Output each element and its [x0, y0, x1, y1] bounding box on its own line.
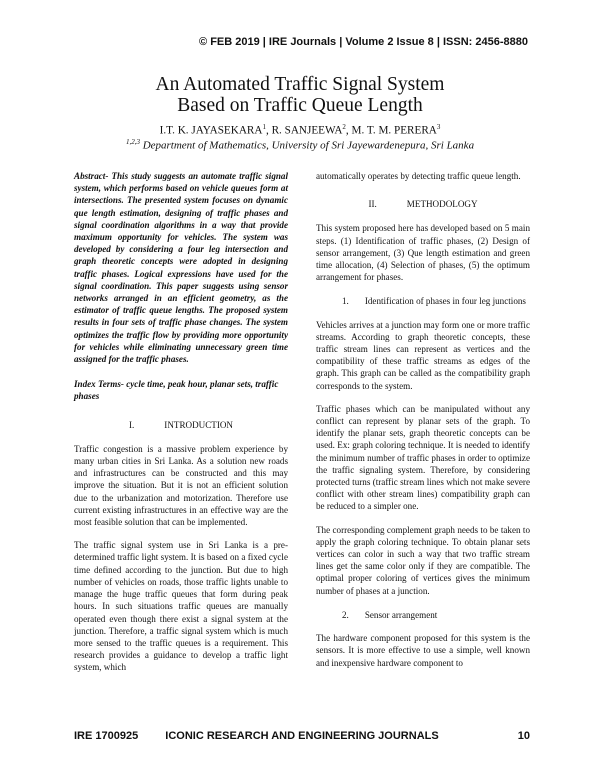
paragraph: The corresponding complement graph needs to be taken to apply the graph coloring technique. To obtain planar sets vertices can color in such a way that two traffic stream lines get the same color only if they are compatible. The optimal proper coloring of vertices gives the minimum number of phases at a junction. — [316, 524, 530, 596]
paper-title-line-1: An Automated Traffic Signal System — [155, 74, 445, 95]
left-column — [74, 170, 288, 685]
paragraph: The hardware component proposed for this system is the sensors. It is more effective to use a simple, well known and inexpensive hardware component to — [316, 633, 530, 668]
subsection-heading-sensors — [342, 609, 530, 621]
section-number: I. — [128, 419, 135, 430]
author-3-sup: 3 — [436, 123, 441, 131]
paragraph: automatically operates by detecting traffic queue length. — [316, 171, 521, 181]
paper-title-line-2: Based on Traffic Queue Length — [177, 95, 423, 116]
subsection-number: 1. — [342, 296, 349, 307]
affiliation-sup: 1,2,3 — [125, 138, 140, 146]
affiliation-text: Department of Mathematics, University of Sri Jayewardenepura, Sri Lanka — [139, 139, 475, 152]
footer-paper-id: IRE 1700925 — [74, 730, 139, 742]
index-terms: Index Terms- cycle time, peak hour, planar sets, traffic phases — [74, 379, 279, 402]
paragraph: Vehicles arrives at a junction may form one or more traffic streams. According to graph theoretic concepts, these traffic stream lines can represent as vertices and the compatibility of these traffic streams as edges of the graph. This graph can be called as the compatibility graph corresponds to the system. — [316, 319, 530, 391]
abstract: Abstract- This study suggests an automate traffic signal system, which performs based on vehicle queues form at intersections. The presented system focuses on dynamic que length estimation, designing of traffic phases and signal coordination algorithms in a way that provide maximum opportunity for vehicles. The system was developed by considering a four leg intersection and graph theoretic concepts were adopted in designing traffic phases. Logical expressions have used for the signal coordination. This paper suggests using sensor networks arranged in an efficient geometry, as the estimator of traffic queue lengths. The proposed system results in four sets of traffic phase changes. The system optimizes the traffic flow by providing more opportunity for vehicles while eliminating unnecessary green time assigned for the traffic phases. — [74, 171, 288, 365]
subsection-title: Identification of phases in four leg junctions — [364, 296, 526, 307]
author-2-sup: 2 — [342, 123, 346, 131]
affiliation — [0, 138, 600, 152]
author-1-sup: 1 — [262, 123, 266, 131]
subsection-heading-phases — [342, 295, 530, 307]
paragraph: This system proposed here has developed based on 5 main steps. (1) Identification of traffic phases, (2) Design of sensor arrangement, (3) Que length estimation and green time allocation, (4) Selection of phases, (5) the optimum arrangement for phases. — [316, 223, 530, 283]
subsection-title: Sensor arrangement — [364, 609, 438, 620]
paragraph: Traffic phases which can be manipulated without any conflict can represent by planar sets of the graph. To identify the planar sets, graph theoretic concepts can be used. Ex: graph coloring technique. It is needed to identify the minimum number of traffic phases in order to optimize the traffic signaling system. Therefore, by considering protected turns (traffic stream lines which not make severe conflict with other stream lines) compatibility graph can be reduced to a simpler one. — [316, 403, 530, 512]
paper-title — [0, 74, 600, 116]
section-title: METHODOLOGY — [406, 199, 478, 210]
author-list — [0, 123, 600, 137]
section-number: II. — [368, 199, 377, 210]
author-2: R. SANJEEWA — [271, 124, 343, 137]
page-footer — [74, 730, 530, 744]
section-heading-methodology — [316, 198, 530, 210]
author-3: M. T. M. PERERA — [351, 124, 437, 137]
author-1: I.T. K. JAYASEKARA — [159, 124, 263, 137]
section-heading-introduction — [74, 419, 288, 431]
journal-header: © FEB 2019 | IRE Journals | Volume 2 Issue 8 | ISSN: 2456-8880 — [199, 36, 528, 48]
footer-page-number: 10 — [517, 730, 530, 742]
right-column — [316, 170, 530, 680]
author-separator: , — [265, 124, 272, 137]
author-separator: , — [345, 124, 352, 137]
paragraph: The traffic signal system use in Sri Lanka is a pre-determined traffic light system. It is based on a fixed cycle time defined according to the junction. But due to high number of vehicles on roads, those traffic lights unable to manage the huge traffic queues that form during peak hours. In such situations traffic queues are manually operated even though there exist a signal system at the junction. Therefore, a traffic signal system which is much more sensed to the traffic queues is a requirement. This research provides a guidance to develop a traffic light system, which — [74, 540, 288, 673]
subsection-number: 2. — [342, 609, 349, 620]
paragraph: Traffic congestion is a massive problem experience by many urban cities in Sri Lanka. As a solution new roads and infrastructures can be constructed and this may improve the situation. But it is not an efficient solution due to the urbanization and motorization. Therefore use current existing infrastructures in an effective way are the most feasible solution that can be implemented. — [74, 443, 288, 528]
section-title: INTRODUCTION — [164, 419, 233, 430]
footer-journal-name: ICONIC RESEARCH AND ENGINEERING JOURNALS — [165, 730, 439, 742]
